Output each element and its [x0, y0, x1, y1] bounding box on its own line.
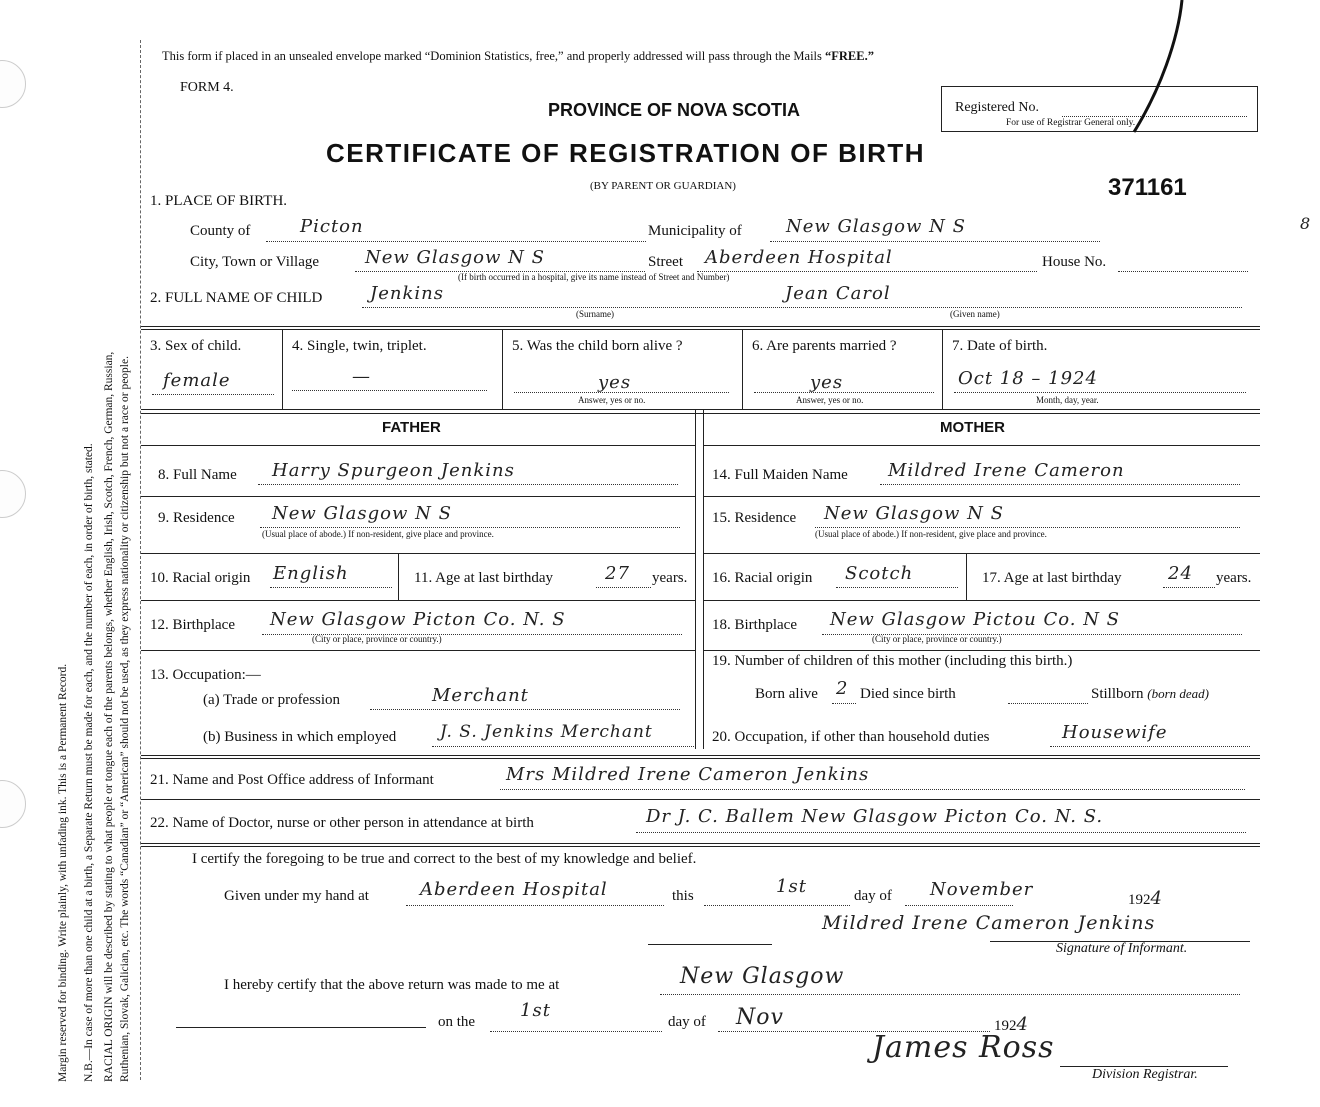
business-label: (b) Business in which employed: [203, 729, 397, 745]
mother-age-value: 24: [1168, 563, 1193, 584]
registrar-signature-label: Division Registrar.: [1092, 1067, 1198, 1082]
informant-label: 21. Name and Post Office address of Informant: [150, 772, 434, 788]
registered-note: For use of Registrar General only.: [1006, 118, 1136, 128]
county-label: County of: [190, 223, 251, 239]
mother-heading: MOTHER: [940, 419, 1005, 436]
registrar-on-the-label: on the: [438, 1014, 476, 1030]
born-alive-question: 5. Was the child born alive ?: [512, 338, 683, 354]
mother-birthplace-label: 18. Birthplace: [712, 617, 797, 633]
father-residence-note: (Usual place of abode.) If non-resident, give place and province.: [262, 529, 494, 539]
mother-name-value: Mildred Irene Cameron: [888, 460, 1125, 481]
sex-label: 3. Sex of child.: [150, 338, 242, 354]
given-under-label: Given under my hand at: [224, 888, 369, 904]
mail-notice-free: “FREE.”: [825, 49, 874, 63]
province-heading: PROVINCE OF NOVA SCOTIA: [548, 100, 801, 120]
mother-occupation-value: Housewife: [1062, 722, 1168, 743]
child-name-label: 2. FULL NAME OF CHILD: [150, 290, 323, 306]
binding-hole-bottom: [0, 780, 26, 828]
registrar-day-of-label: day of: [668, 1014, 706, 1030]
certify-year-prefix: 192: [1128, 892, 1151, 908]
certificate-number: 371161: [1108, 174, 1187, 201]
date-of-birth-value: Oct 18 – 1924: [958, 368, 1098, 389]
father-residence-value: New Glasgow N S: [272, 503, 452, 524]
informant-value: Mrs Mildred Irene Cameron Jenkins: [506, 764, 870, 785]
pen-stroke-mark: [1120, 0, 1200, 135]
father-residence-label: 9. Residence: [158, 510, 235, 526]
stillborn-text: Stillborn: [1091, 686, 1144, 702]
certify-month: November: [930, 879, 1034, 900]
father-age-value: 27: [605, 563, 630, 584]
born-alive-note: Answer, yes or no.: [578, 395, 646, 405]
born-alive-count: 2: [836, 678, 849, 699]
corner-mark: 8: [1300, 214, 1312, 233]
registered-label: Registered No.: [955, 100, 1039, 115]
father-age-years: years.: [652, 570, 688, 586]
mother-residence-label: 15. Residence: [712, 510, 797, 526]
mother-birthplace-note: (City or place, province or country.): [872, 634, 1002, 644]
father-birthplace-value: New Glasgow Picton Co. N. S: [270, 609, 566, 630]
registrar-year-prefix: 192: [994, 1018, 1017, 1034]
father-occupation-heading: 13. Occupation:—: [150, 667, 261, 683]
margin-note-binding: Margin reserved for binding. Write plainly, with unfading ink. This is a Permanent Record.: [57, 663, 69, 1082]
house-number-label: House No.: [1042, 254, 1107, 270]
certify-day: 1st: [776, 876, 807, 897]
certify-statement: I certify the foregoing to be true and correct to the best of my knowledge and belief.: [192, 851, 697, 867]
mother-race-label: 16. Racial origin: [712, 570, 813, 586]
given-name-note: (Given name): [950, 309, 1000, 319]
form-number: FORM 4.: [180, 80, 234, 95]
mother-age-years: years.: [1216, 570, 1252, 586]
father-age-label: 11. Age at last birthday: [414, 570, 553, 586]
this-label: this: [672, 888, 694, 904]
certificate-title: CERTIFICATE OF REGISTRATION OF BIRTH: [326, 138, 926, 168]
mother-residence-value: New Glasgow N S: [824, 503, 1004, 524]
hospital-note: (If birth occurred in a hospital, give its name instead of Street and Number): [458, 272, 730, 282]
margin-note-racial-origin: RACIAL ORIGIN will be described by stating to what people or tongue each of the parents belongs, whether English, Irish, Scotch, French, German, Russian,: [103, 351, 115, 1082]
parents-married-question: 6. Are parents married ?: [752, 338, 897, 354]
margin-note-racial-origin-cont: Ruthenian, Slovak, Galician, etc. The words “Canadian” or “American” should not be used, as they express nationality or citizenship but not a race or people.: [119, 356, 131, 1082]
mother-birthplace-value: New Glasgow Pictou Co. N S: [830, 609, 1120, 630]
father-race-label: 10. Racial origin: [150, 570, 251, 586]
child-given-name: Jean Carol: [785, 283, 891, 304]
registrar-signature: James Ross: [872, 1030, 1055, 1065]
mother-residence-note: (Usual place of abode.) If non-resident, give place and province.: [815, 529, 1047, 539]
father-heading: FATHER: [382, 419, 441, 436]
stillborn-note: (born dead): [1147, 686, 1210, 701]
certificate-subtitle: (BY PARENT OR GUARDIAN): [590, 180, 736, 192]
mother-name-label: 14. Full Maiden Name: [712, 467, 848, 483]
date-of-birth-label: 7. Date of birth.: [952, 338, 1048, 354]
born-alive-answer: yes: [598, 372, 632, 393]
doctor-value: Dr J. C. Ballem New Glasgow Picton Co. N. S.: [646, 806, 1104, 827]
mother-race-value: Scotch: [845, 563, 914, 584]
born-alive-count-label: Born alive: [755, 686, 818, 702]
died-since-birth-label: Died since birth: [860, 686, 956, 702]
municipality-label: Municipality of: [648, 223, 742, 239]
surname-note: (Surname): [576, 309, 614, 319]
child-surname: Jenkins: [370, 283, 444, 304]
place-of-birth-heading: 1. PLACE OF BIRTH.: [150, 193, 288, 209]
margin-note-multiple-births: N.B.—In case of more than one child at a birth, a Separate Return must be made for each, and the number of each, in order of birth, stated.: [83, 443, 95, 1082]
mother-occupation-label: 20. Occupation, if other than household duties: [712, 729, 990, 745]
trade-label: (a) Trade or profession: [203, 692, 341, 708]
street-value: Aberdeen Hospital: [705, 247, 893, 268]
sex-value: female: [163, 370, 231, 391]
registrar-statement: I hereby certify that the above return was made to me at: [224, 977, 560, 993]
binding-hole-middle: [0, 470, 26, 518]
father-birthplace-label: 12. Birthplace: [150, 617, 235, 633]
municipality-value: New Glasgow N S: [786, 216, 966, 237]
registrar-year-digit: 4: [1016, 1014, 1029, 1035]
binding-hole-top: [0, 60, 26, 108]
informant-signature: Mildred Irene Cameron Jenkins: [822, 912, 1156, 934]
date-of-birth-note: Month, day, year.: [1036, 395, 1099, 405]
multiplicity-label: 4. Single, twin, triplet.: [292, 338, 427, 354]
parents-married-answer: yes: [810, 372, 844, 393]
city-value: New Glasgow N S: [365, 247, 545, 268]
parents-married-note: Answer, yes or no.: [796, 395, 864, 405]
certify-year: [1128, 888, 1163, 909]
stillborn-label: [1091, 686, 1209, 703]
father-race-value: English: [273, 563, 349, 584]
children-count-label: 19. Number of children of this mother (including this birth.): [712, 653, 1073, 669]
multiplicity-value: —: [352, 366, 371, 387]
mother-age-label: 17. Age at last birthday: [982, 570, 1122, 586]
certify-day-of-label: day of: [854, 888, 892, 904]
county-value: Picton: [300, 216, 364, 237]
business-value: J. S. Jenkins Merchant: [440, 722, 653, 742]
registrar-month: Nov: [736, 1005, 784, 1030]
father-name-label: 8. Full Name: [158, 467, 237, 483]
mail-notice: [162, 49, 874, 64]
city-label: City, Town or Village: [190, 254, 320, 270]
father-birthplace-note: (City or place, province or country.): [312, 634, 442, 644]
street-label: Street: [648, 254, 683, 270]
mail-notice-text: This form if placed in an unsealed envelope marked “Dominion Statistics, free,” and properly addressed will pass through the Mails: [162, 49, 826, 63]
trade-value: Merchant: [432, 685, 529, 706]
doctor-label: 22. Name of Doctor, nurse or other person in attendance at birth: [150, 815, 534, 831]
father-name-value: Harry Spurgeon Jenkins: [272, 460, 515, 481]
certify-year-digit: 4: [1150, 888, 1163, 909]
informant-signature-label: Signature of Informant.: [1056, 941, 1188, 956]
registrar-day: 1st: [520, 1000, 551, 1021]
registrar-place: New Glasgow: [680, 964, 845, 989]
given-place-value: Aberdeen Hospital: [420, 879, 608, 900]
